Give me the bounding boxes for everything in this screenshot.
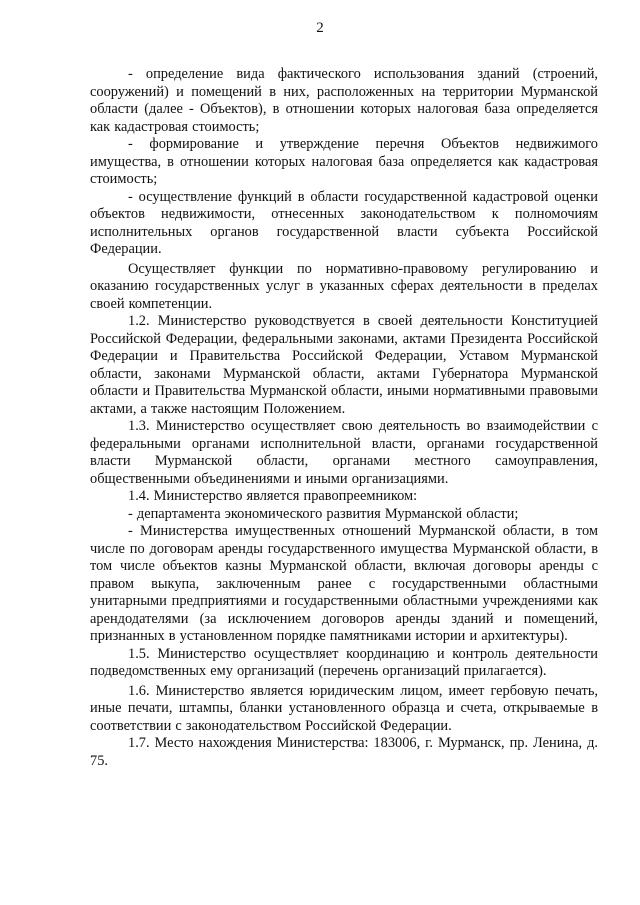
paragraph-1-6: 1.6. Министерство является юридическим лицом, имеет гербовую печать, иные печати, штампы, бланки установленного образца и счета, открываемые в соответствии с законодательством Российской Федерации. — [90, 682, 598, 734]
paragraph-1-2: 1.2. Министерство руководствуется в своей деятельности Конституцией Российской Федерации, федеральными законами, актами Президента Российской Федерации и Правительства Российской Федерации, Уставом Мурманской области, законами Мурманской области, актами Губернатора Мурманской области и Правительства Мурманской области, иными нормативными правовыми актами, а также настоящим Положением. — [90, 313, 598, 417]
paragraph-1-5: 1.5. Министерство осуществляет координацию и контроль деятельности подведомственных ему организаций (перечень организаций прилагается). — [90, 645, 598, 679]
document-body — [90, 66, 598, 770]
paragraph-cadastral-valuation: - осуществление функций в области государственной кадастровой оценки объектов недвижимости, отнесенных законодательством к полномочиям исполнительных органов государственной власти субъекта Российской Федерации. — [90, 188, 598, 257]
paragraph-usage-determination: - определение вида фактического использования зданий (строений, сооружений) и помещений в них, расположенных на территории Мурманской области (далее - Объектов), в отношении которых налоговая база определяется как кадастровая стоимость; — [90, 66, 598, 135]
paragraph-successor-department: - департамента экономического развития Мурманской области; — [128, 505, 519, 522]
paragraph-regulatory-functions: Осуществляет функции по нормативно-правовому регулированию и оказанию государственных услуг в указанных сферах деятельности в пределах своей компетенции. — [90, 260, 598, 312]
paragraph-successor-ministry: - Министерства имущественных отношений Мурманской области, в том числе по договорам аренды государственного имущества Мурманской области, в том числе объектов казны Мурманской области, включая договоры аренды с правом выкупа, заключенным ранее с государственными областными унитарными предприятиями и государственными областными учреждениями как арендодателями (за исключением договоров аренды зданий и помещений, признанных в установленном порядке памятниками истории и архитектуры). — [90, 523, 598, 644]
paragraph-1-7: 1.7. Место нахождения Министерства: 183006, г. Мурманск, пр. Ленина, д. 75. — [90, 735, 598, 769]
paragraph-1-4: 1.4. Министерство является правопреемником: — [128, 488, 418, 504]
page-number: 2 — [316, 20, 324, 36]
paragraph-1-3: 1.3. Министерство осуществляет свою деятельность во взаимодействии с федеральными органами исполнительной власти, органами государственной власти Мурманской области, органами местного самоуправления, общественными объединениями и иными организациями. — [90, 418, 598, 487]
paragraph-list-formation: - формирование и утверждение перечня Объектов недвижимого имущества, в отношении которых налоговая база определяется как кадастровая стоимость; — [90, 136, 598, 187]
